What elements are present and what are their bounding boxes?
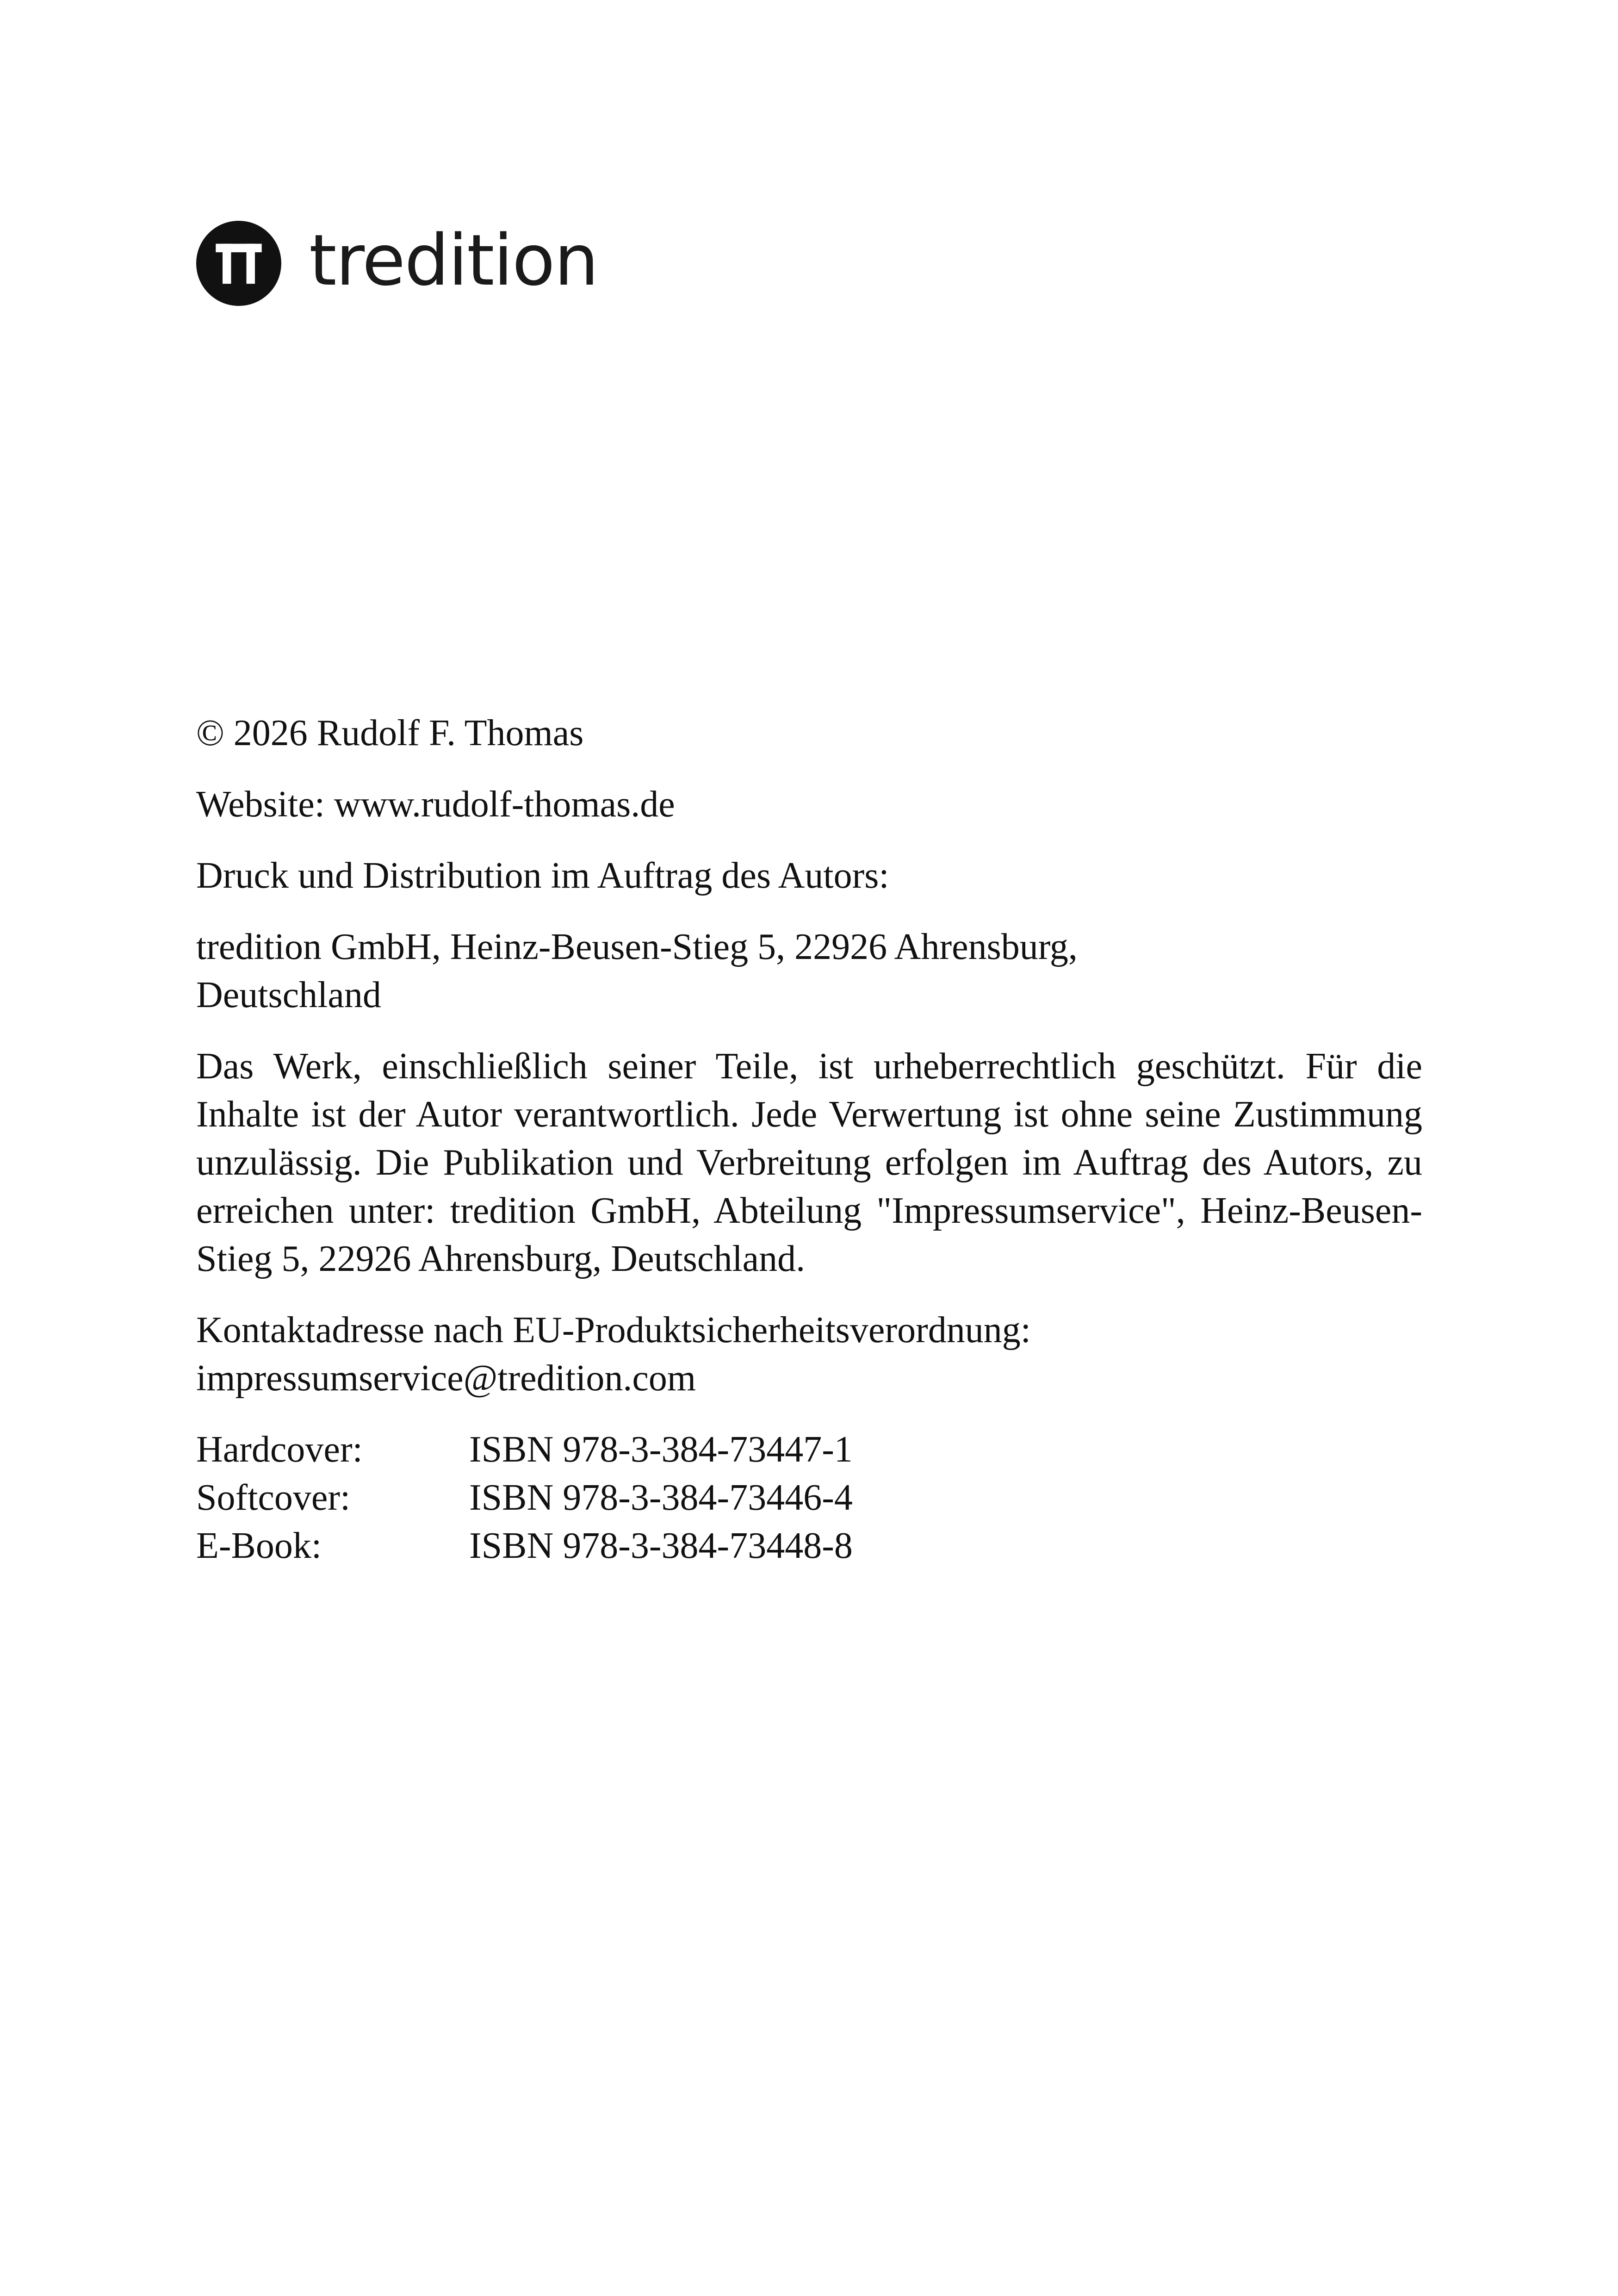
isbn-row bbox=[196, 1474, 853, 1522]
isbn-number: ISBN 978-3-384-73446-4 bbox=[469, 1477, 853, 1518]
copyright-line: © 2026 Rudolf F. Thomas bbox=[196, 713, 584, 753]
publisher-address-line2: Deutschland bbox=[196, 975, 381, 1015]
isbn-number: ISBN 978-3-384-73447-1 bbox=[469, 1429, 853, 1470]
logo-wordmark: tredition bbox=[309, 219, 598, 301]
contact-label: Kontaktadresse nach EU-Produktsicherheitsverordnung: bbox=[196, 1310, 1031, 1350]
contact-email: impressumservice@tredition.com bbox=[196, 1358, 696, 1399]
publisher-address-line1: tredition GmbH, Heinz-Beusen-Stieg 5, 22926 Ahrensburg, bbox=[196, 927, 1078, 967]
isbn-row bbox=[196, 1522, 853, 1570]
isbn-table bbox=[196, 1425, 853, 1570]
tredition-t-circle-icon bbox=[196, 221, 281, 306]
isbn-number: ISBN 978-3-384-73448-8 bbox=[469, 1525, 853, 1566]
isbn-format: Softcover: bbox=[196, 1477, 351, 1518]
isbn-row bbox=[196, 1425, 853, 1474]
publisher-address bbox=[196, 923, 1422, 1019]
publisher-logo bbox=[196, 219, 598, 307]
rights-notice: Das Werk, einschließlich seiner Teile, ist urheberrechtlich geschützt. Für die Inhalte ist der Autor verantwortlich. Jede Verwertung ist ohne seine Zustimmung unzulässig. Die Publikation und Verbreitung erfolgen im Auftrag des Autors, zu erreichen unter: tredition GmbH, Abteilung "Impressumservice", Heinz-Beusen-Stieg 5, 22926 Ahrensburg, Deutschland. bbox=[196, 1046, 1422, 1279]
print-distribution-line: Druck und Distribution im Auftrag des Autors: bbox=[196, 855, 889, 896]
imprint-block bbox=[196, 709, 1422, 1570]
contact-address bbox=[196, 1306, 1422, 1402]
website-line: Website: www.rudolf-thomas.de bbox=[196, 784, 675, 825]
isbn-format: E-Book: bbox=[196, 1525, 322, 1566]
isbn-format: Hardcover: bbox=[196, 1429, 363, 1470]
